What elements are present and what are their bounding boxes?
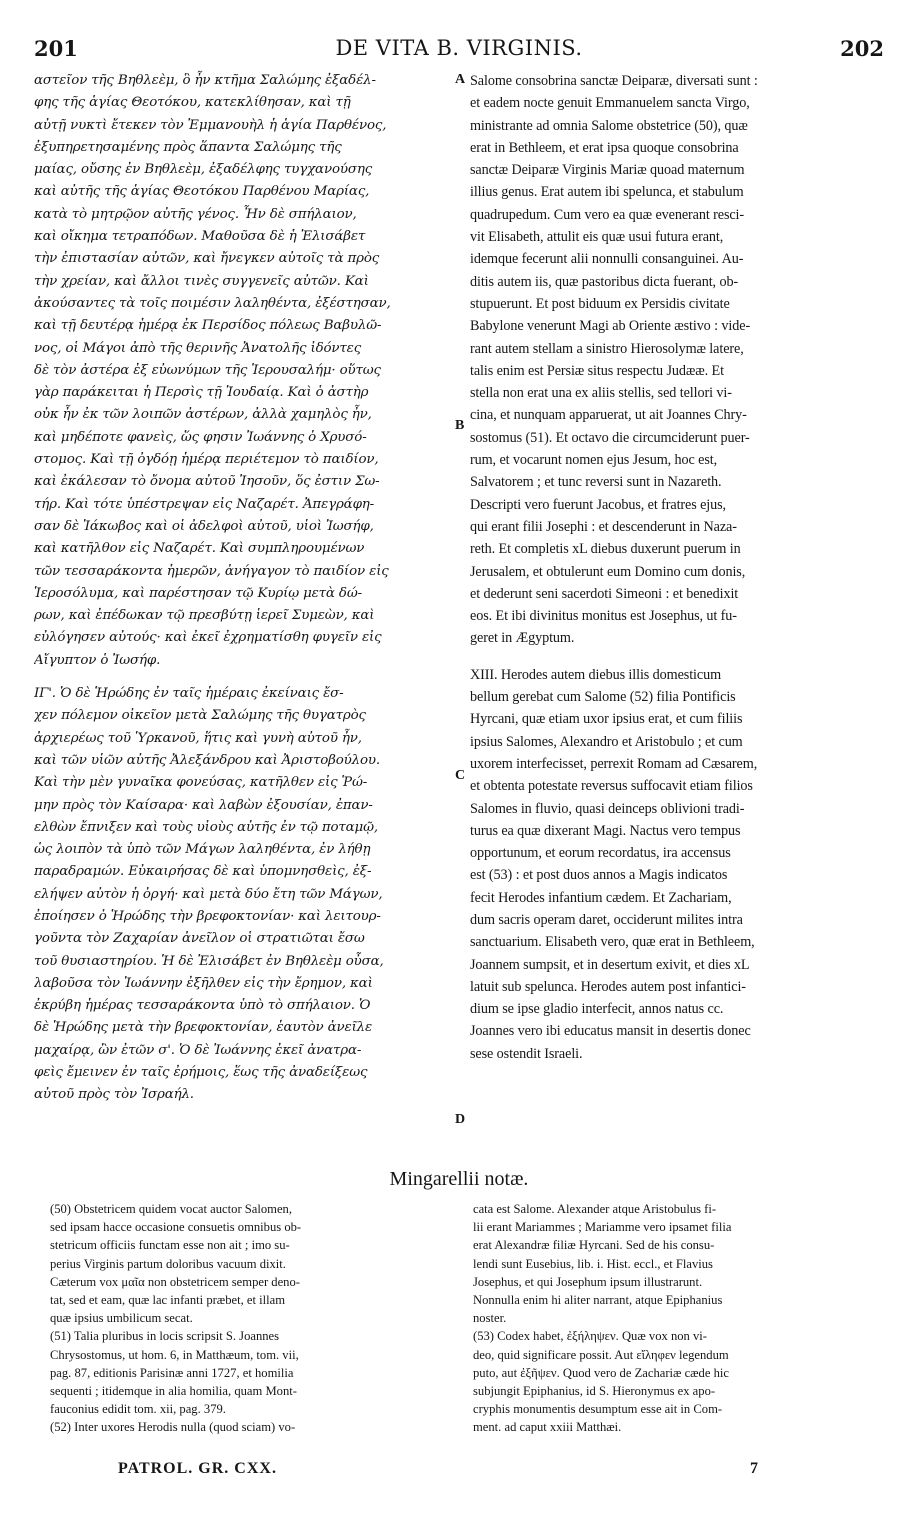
text-line: μαίας, οὔσης ἐν Βηθλεὲμ, ἐξαδέλφης τυγχανούσης [34,162,373,178]
text-line: γοῦντα τὸν Ζαχαρίαν ἀνεῖλον οἱ στρατιῶται ἔσω [34,931,365,947]
text-line: uxorem interfecisset, perrexit Romam ad Cæsarem, [470,755,758,772]
note-line: erat Alexandræ filiæ Hyrcani. Sed de his consu- [473,1238,715,1253]
text-line: XIII. Herodes autem diebus illis domesticum [470,666,722,683]
note-line: perius Virginis partum doloribus vacuum dixit. [50,1256,286,1271]
text-line: qui erant filii Josephi : et descenderunt in Naza- [470,518,737,535]
text-line: quadrupedum. Cum vero ea quæ evenerant resci- [470,206,745,223]
text-line: est (53) : et post duos annos a Magis indicatos [470,867,728,884]
text-line: γὰρ παράκειται ἡ Περσὶς τῇ Ἰουδαίᾳ. Καὶ ὁ ἀστὴρ [34,385,369,401]
note-line: (53) Codex habet, ἐξήληψεν. Quæ vox non vi- [473,1329,707,1344]
text-line: λαβοῦσα τὸν Ἰωάννην ἐξῆλθεν εἰς τὴν ἔρημον, καὶ [34,975,373,991]
text-line: τοῦ θυσιαστηρίου. Ἡ δὲ Ἐλισάβετ ἐν Βηθλεὲμ οὖσα, [34,953,384,969]
greek-paragraph-1 [34,70,452,672]
text-line: talis enim est Persiæ situs respectu Judææ. Et [470,362,724,379]
text-line: μαχαίρᾳ, ὢν ἐτῶν σ'. Ὁ δὲ Ἰωάννης ἐκεῖ ἀνατρα- [34,1042,362,1058]
text-line: Jerusalem, et obtulerunt eum Domino cum donis, [470,563,746,580]
text-line: rum, et vocarunt nomen ejus Jesum, hoc est, [470,452,718,469]
text-line: αστεῖον τῆς Βηθλεὲμ, ὃ ἦν κτῆμα Σαλώμης ἐξαδέλ- [34,73,376,88]
text-line: Ἱεροσόλυμα, καὶ παρέστησαν τῷ Κυρίῳ μετὰ δώ- [34,585,362,601]
text-line: illius genus. Erat autem ibi spelunca, et stabulum [470,184,744,201]
footer-signature: 7 [750,1460,758,1477]
note-line: Cæterum vox μαῖα non obstetricem semper deno- [50,1274,300,1289]
text-line: ὡς λοιπὸν τὰ ὑπὸ τῶν Μάγων λαληθέντα, ἐν λήθῃ [34,842,371,858]
text-line: sanctæ Deiparæ Virginis Mariæ quoad maternum [470,162,745,179]
text-line: φης τῆς ἁγίας Θεοτόκου, κατεκλίθησαν, καὶ τῇ [34,95,351,111]
latin-paragraph-1 [470,70,880,650]
text-line: cina, et nunquam apparuerat, ut ait Joannes Chry- [470,407,747,424]
text-line: καὶ κατῆλθον εἰς Ναζαρέτ. Καὶ συμπληρουμένων [34,541,365,557]
page-number-right: 202 [840,36,884,61]
text-line: Hyrcani, quæ etiam uxor ipsius erat, et cum filiis [470,711,743,728]
text-line: τῶν τεσσαράκοντα ἡμερῶν, ἀνήγαγον τὸ παιδίον εἰς [34,563,389,579]
text-line: sese ostendit Israeli. [470,1045,583,1062]
note-line: stetricum officiis functam esse non ait ; imo su- [50,1238,290,1253]
text-line: fecit Herodes infantium cædem. Et Zachariam, [470,889,732,906]
text-line: ἀκούσαντες τὰ τοῖς ποιμέσιν λαληθέντα, ἐξέστησαν, [34,295,391,311]
text-line: latuit sub spelunca. Herodes autem post infantici- [470,978,746,995]
text-line: παραδραμών. Εὐκαιρήσας δὲ καὶ ὑπομνησθεὶς, ἐξ- [34,864,372,880]
text-line: sostomus (51). Et octavo die circumciderunt puer- [470,429,750,446]
text-line: τὴν χρείαν, καὶ ἄλλοι τινὲς συγγενεῖς αὐτῶν. Καὶ [34,273,369,289]
text-line: καὶ ἐκάλεσαν τὸ ὄνομα αὐτοῦ Ἰησοῦν, ὅς ἐστιν Σω- [34,474,380,490]
page-header [34,36,884,66]
note-line: lii erant Mariammes ; Mariamme vero ipsamet filia [473,1220,732,1235]
text-line: δὲ Ἡρώδης μετὰ τὴν βρεφοκτονίαν, ἑαυτὸν ἀνεῖλε [34,1020,373,1036]
note-line: (50) Obstetricem quidem vocat auctor Salomen, [50,1202,293,1216]
text-line: ipsius Salomes, Alexandro et Aristobulo ; et cum [470,733,743,750]
text-line: bellum gerebat cum Salome (52) filia Pontificis [470,689,736,706]
text-line: ἐποίησεν ὁ Ἡρώδης τὴν βρεφοκτονίαν· καὶ λειτουρ- [34,908,381,924]
text-line: dium se ipse gladio interfecit, annos natus cc. [470,1001,724,1018]
note-line: sequenti ; itidemque in alia homilia, quam Mont- [50,1383,297,1398]
text-line: δὲ τὸν ἀστέρα ἐξ εὐωνύμων τῆς Ἱερουσαλήμ· οὕτως [34,362,381,378]
note-line: puto, aut ἐξῆψεν. Quod vero de Zachariæ cæde hic [473,1365,729,1380]
text-line: ἀρχιερέως τοῦ Ὑρκανοῦ, ἥτις καὶ γυνὴ αὐτοῦ ἦν, [34,730,362,746]
text-line: καὶ τῇ δευτέρᾳ ἡμέρᾳ ἐκ Περσίδος πόλεως Βαβυλῶ- [34,318,382,334]
note-line: Chrysostomus, ut hom. 6, in Matthæum, tom. vii, [50,1347,299,1362]
text-line: ελθὼν ἔπνιξεν καὶ τοὺς υἱοὺς αὐτῆς ἐν τῷ ποταμῷ, [34,819,378,835]
note-line: subjungit Epiphanius, id S. Hieronymus ex apo- [473,1383,716,1398]
text-line: ΙΓ'. Ὁ δὲ Ἡρώδης ἐν ταῖς ἡμέραις ἐκείναις ἔσ- [34,686,344,702]
text-line: et eadem nocte genuit Emmanuelem sancta Virgo, [470,95,750,112]
notes-title: Mingarellii notæ. [389,1168,529,1190]
text-line: reth. Et completis xL diebus duxerunt puerum in [470,541,741,558]
margin-marker-b: B [455,418,465,433]
latin-column [470,70,880,1065]
note-line: quæ ipsius umbilicum secat. [50,1311,193,1326]
text-line: οὐκ ἦν ἐκ τῶν λοιπῶν ἀστέρων, ἀλλὰ χαμηλὸς ἦν, [34,407,372,423]
note-line: sed ipsam hacce occasione consuetis omnibus ob- [50,1220,302,1235]
note-line: (51) Talia pluribus in locis scripsit S. Joannes [50,1329,280,1344]
text-line: Babylone venerunt Magi ab Oriente æstivo : vide- [470,318,751,335]
greek-column [34,70,452,1107]
text-line: Descripti vero fuerunt Jacobus, et fratres ejus, [470,496,726,513]
margin-marker-c: C [455,768,466,783]
running-title: DE VITA B. VIRGINIS. [335,36,583,60]
paragraph-gap [470,650,880,664]
text-line: στομος. Καὶ τῇ ὀγδόῃ ἡμέρᾳ περιέτεμον τὸ παιδίον, [34,452,379,468]
text-line: ἐξυπηρετησαμένης πρὸς ἅπαντα Σαλώμης τῆς [34,139,342,155]
paragraph-gap [34,672,452,683]
text-line: καὶ αὐτῆς τῆς ἁγίας Θεοτόκου Παρθένου Μαρίας, [34,184,370,200]
note-line: cata est Salome. Alexander atque Aristobulus fi- [473,1202,717,1216]
text-line: εὐλόγησεν αὐτούς· καὶ ἐκεῖ ἐχρηματίσθη φυγεῖν εἰς [34,630,382,646]
text-line: μην πρὸς τὸν Καίσαρα· καὶ λαβὼν ἐξουσίαν, ἐπαν- [34,797,373,813]
note-line: ment. ad caput xxiii Matthæi. [473,1420,622,1435]
note-line: (52) Inter uxores Herodis nulla (quod sciam) vo- [50,1420,296,1435]
text-line: eos. Et ibi divinitus monitus est Josephus, ut fu- [470,608,737,625]
text-line: dum sacris operam daret, occiderunt milites intra [470,911,743,928]
text-line: erat in Bethleem, et erat ipsa quoque consobrina [470,139,739,156]
note-line: Josephus, et qui Josephum ipsum illustrarunt. [473,1274,703,1289]
note-line: cryphis monumentis desumptum esse ait in Com- [473,1402,723,1417]
text-line: vit Elisabeth, attulit eis quæ usui futura erant, [470,229,724,246]
text-line: καὶ οἴκημα τετραπόδων. Μαθοῦσα δὲ ἡ Ἐλισάβετ [34,229,366,245]
text-line: Αἴγυπτον ὁ Ἰωσήφ. [34,652,161,668]
text-line: Καὶ τὴν μὲν γυναῖκα φονεύσας, κατῆλθεν εἰς Ῥώ- [34,775,368,791]
note-line: pag. 87, editionis Parisinæ anni 1727, et homilia [50,1365,294,1380]
text-line: opportunum, et eorum recordatus, ira accensus [470,845,731,862]
text-line: αὐτῇ νυκτὶ ἔτεκεν τὸν Ἐμμανουὴλ ἡ ἁγία Παρθένος, [34,117,387,133]
notes-column-right [473,1200,883,1436]
note-line: fauconius edidit tom. xii, pag. 379. [50,1402,226,1417]
text-line: Joannem sumpsit, et in desertum exivit, et dies xL [470,956,750,973]
note-line: tat, sed et eam, quæ lac infanti præbet, et illam [50,1292,286,1307]
text-line: νος, οἱ Μάγοι ἀπὸ τῆς θερινῆς Ἀνατολῆς ἰδόντες [34,340,362,356]
margin-marker-a: A [455,72,466,87]
latin-paragraph-2 [470,664,880,1065]
text-line: σαν δὲ Ἰάκωβος καὶ οἱ ἀδελφοὶ αὐτοῦ, υἱοὶ Ἰωσήφ, [34,518,374,534]
text-line: καὶ τῶν υἱῶν αὐτῆς Ἀλεξάνδρου καὶ Ἀριστοβούλου. [34,752,380,768]
text-line: τήρ. Καὶ τότε ὑπέστρεψαν εἰς Ναζαρέτ. Ἀπεγράφη- [34,496,375,512]
note-line: lendi sunt Eusebius, lib. i. Hist. eccl., et Flavius [473,1256,713,1271]
text-line: sanctuarium. Elisabeth vero, quæ erat in Bethleem, [470,934,755,951]
text-line: rant autem stellam a sinistro Hierosolymæ latere, [470,340,744,357]
text-line: φεὶς ἔμεινεν ἐν ταῖς ἐρήμοις, ἕως τῆς ἀναδείξεως [34,1065,368,1081]
text-line: τὴν ἐπιστασίαν αὐτῶν, καὶ ἤνεγκεν αὐτοῖς τὰ πρὸς [34,251,380,267]
text-line: stella non erat una ex aliis stellis, sed tellori vi- [470,385,732,402]
text-line: χεν πόλεμον οἰκεῖον μετὰ Σαλώμης τῆς θυγατρὸς [34,708,366,724]
text-line: Salomes in fluvio, quasi deinceps oblivioni tradi- [470,800,745,817]
notes-column-left [50,1200,455,1436]
text-line: ρων, καὶ ἐπέδωκαν τῷ πρεσβύτῃ ἱερεῖ Συμεὼν, καὶ [34,608,375,624]
note-line: Nonnulla enim hi aliter narrant, atque Epiphanius [473,1292,723,1307]
text-line: stupuerunt. Et post biduum ex Persidis civitate [470,295,730,312]
text-line: καὶ μηδέποτε φανεὶς, ὥς φησιν Ἰωάννης ὁ Χρυσό- [34,429,367,445]
text-line: ἐκρύβη ἡμέρας τεσσαράκοντα ὑπὸ τὸ σπήλαιον. Ὁ [34,998,371,1014]
text-line: Joannes vero ibi educatus mansit in desertis donec [470,1023,751,1040]
page-number-left: 201 [34,36,78,61]
footer-volume: PATROL. GR. CXX. [118,1460,277,1477]
text-line: idemque fecerunt alii nonnulli consanguinei. Au- [470,251,744,268]
text-line: turus ea quæ dixerant Magi. Nactus vero tempus [470,822,741,839]
text-line: et dederunt seni sacerdoti Simeoni : et benedixit [470,585,739,602]
text-line: Salvatorem ; et tunc reversi sunt in Nazareth. [470,474,722,491]
note-line: deo, quid significare possit. Aut εἴληφεν legendum [473,1347,729,1362]
text-line: et obtenta potestate reversus suffocavit etiam filios [470,778,753,795]
text-line: αὐτοῦ πρὸς τὸν Ἰσραήλ. [34,1087,194,1103]
text-line: ditis autem iis, quæ pastoribus dicta fuerant, ob- [470,273,739,290]
text-line: geret in Ægyptum. [470,630,575,647]
note-line: noster. [473,1311,507,1326]
text-line: ελήψεν αὐτὸν ἡ ὀργή· καὶ μετὰ δύο ἔτη τῶν Μάγων, [34,886,383,902]
margin-marker-d: D [455,1112,466,1127]
text-line: κατὰ τὸ μητρῷον αὐτῆς γένος. Ἦν δὲ σπήλαιον, [34,206,357,222]
text-line: ministrante ad omnia Salome obstetrice (50), quæ [470,117,748,134]
text-line: Salome consobrina sanctæ Deiparæ, diversati sunt : [470,73,758,89]
greek-paragraph-2 [34,683,452,1107]
